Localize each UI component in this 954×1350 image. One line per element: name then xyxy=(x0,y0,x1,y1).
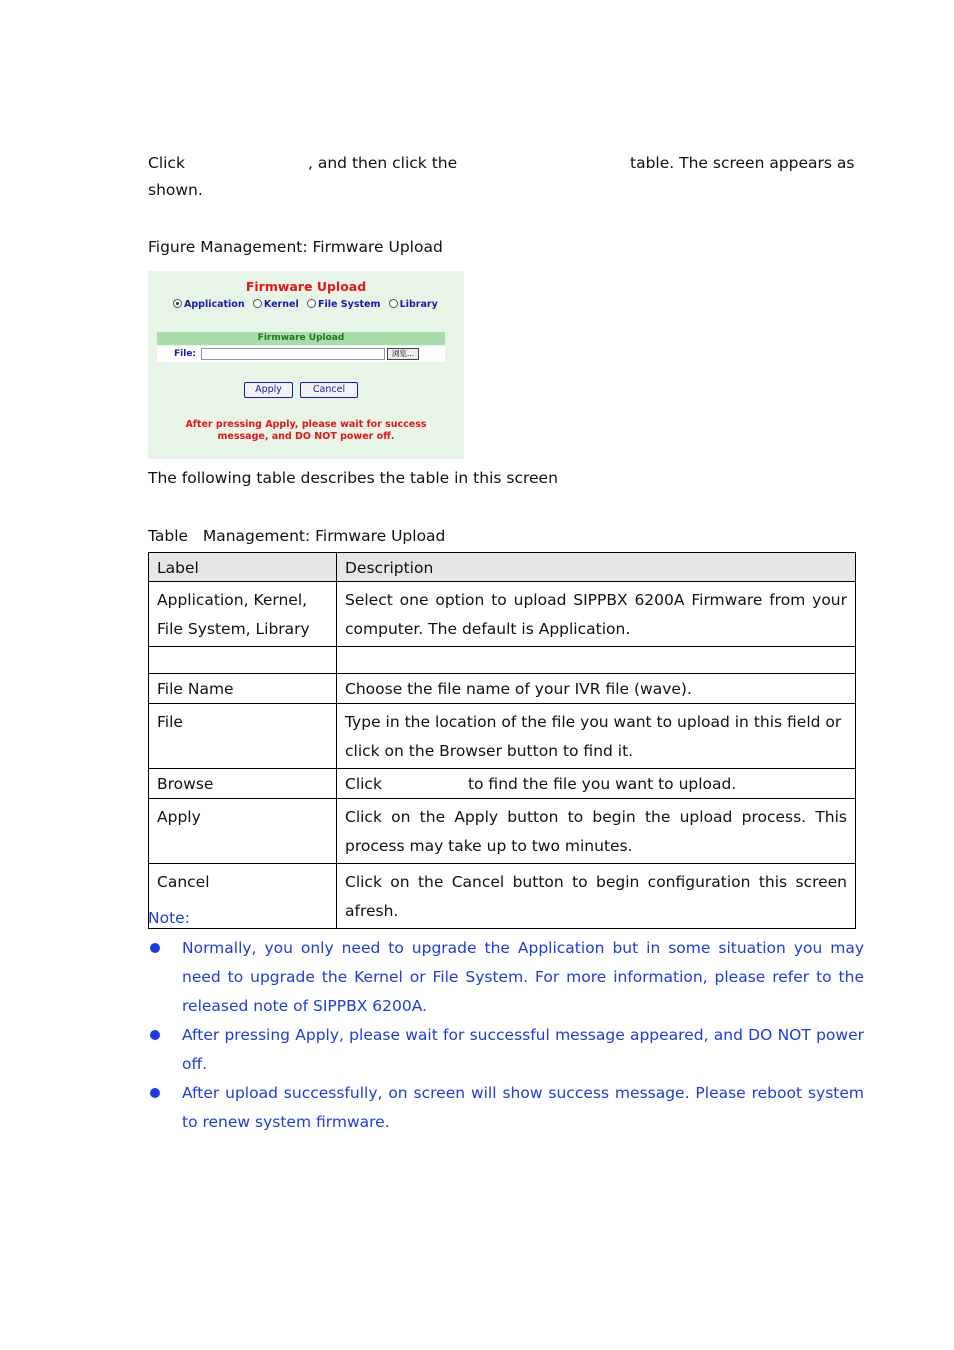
section-header-bar: Firmware Upload xyxy=(157,332,445,345)
description-table xyxy=(148,552,856,929)
radio-kernel[interactable]: Kernel xyxy=(253,299,299,310)
row-label: Application, Kernel, File System, Library xyxy=(149,582,337,647)
radio-unchecked-icon xyxy=(253,299,262,308)
radio-library[interactable]: Library xyxy=(389,299,438,310)
row-description xyxy=(337,647,856,674)
row-description: Click to find the file you want to upload. xyxy=(337,769,856,799)
file-label: File: xyxy=(174,349,197,359)
intro-then-click-text: , and then click the xyxy=(308,154,458,172)
radio-application[interactable]: Application xyxy=(173,299,245,310)
row-description: Choose the file name of your IVR file (wave). xyxy=(337,674,856,704)
note-bullet-list xyxy=(148,934,864,1137)
intro-table-text: table. The screen appears as xyxy=(630,154,855,172)
browse-button[interactable]: 浏览... xyxy=(387,348,419,360)
row-label: Cancel xyxy=(149,864,337,929)
bullet-icon xyxy=(150,1088,160,1098)
file-row xyxy=(157,346,445,362)
description-line: The following table describes the table in this screen xyxy=(148,469,558,487)
row-description: Click on the Cancel button to begin configuration this screen afresh. xyxy=(337,864,856,929)
firmware-type-radio-group xyxy=(173,299,443,310)
apply-button[interactable]: Apply xyxy=(244,382,293,398)
table-caption: Table Management: Firmware Upload xyxy=(148,527,446,545)
table-row xyxy=(149,799,856,864)
figure-caption: Figure Management: Firmware Upload xyxy=(148,238,443,256)
row-label xyxy=(149,647,337,674)
table-header-row xyxy=(149,553,856,582)
row-label: Browse xyxy=(149,769,337,799)
row-label: Apply xyxy=(149,799,337,864)
file-path-input[interactable] xyxy=(201,348,385,360)
row-description: Click on the Apply button to begin the upload process. This process may take up to two minutes. xyxy=(337,799,856,864)
bullet-icon xyxy=(150,1030,160,1040)
bullet-icon xyxy=(150,943,160,953)
table-row xyxy=(149,769,856,799)
radio-unchecked-icon xyxy=(389,299,398,308)
note-bullet: After upload successfully, on screen will show success message. Please reboot system to renew system firmware. xyxy=(148,1079,864,1137)
row-description: Type in the location of the file you want to upload in this field or click on the Browser button to find it. xyxy=(337,704,856,769)
header-description: Description xyxy=(337,553,856,582)
intro-click-text: Click xyxy=(148,154,185,172)
firmware-upload-screenshot xyxy=(148,271,464,459)
note-bullet: Normally, you only need to upgrade the Application but in some situation you may need to upgrade the Kernel or File System. For more information, please refer to the released note of SIPPBX 6200A. xyxy=(148,934,864,1021)
table-row xyxy=(149,704,856,769)
radio-checked-icon xyxy=(173,299,182,308)
note-bullet: After pressing Apply, please wait for successful message appeared, and DO NOT power off. xyxy=(148,1021,864,1079)
note-label: Note: xyxy=(148,909,190,927)
table-row-empty xyxy=(149,647,856,674)
firmware-upload-title: Firmware Upload xyxy=(245,279,367,294)
table-row xyxy=(149,864,856,929)
radio-unchecked-icon xyxy=(307,299,316,308)
header-label: Label xyxy=(149,553,337,582)
intro-shown-text: shown. xyxy=(148,181,203,199)
row-description: Select one option to upload SIPPBX 6200A Firmware from your computer. The default is Application. xyxy=(337,582,856,647)
warning-message: After pressing Apply, please wait for success message, and DO NOT power off. xyxy=(185,419,427,442)
radio-file-system[interactable]: File System xyxy=(307,299,380,310)
table-row xyxy=(149,582,856,647)
row-label: File Name xyxy=(149,674,337,704)
table-row xyxy=(149,674,856,704)
row-label: File xyxy=(149,704,337,769)
cancel-button[interactable]: Cancel xyxy=(300,382,358,398)
